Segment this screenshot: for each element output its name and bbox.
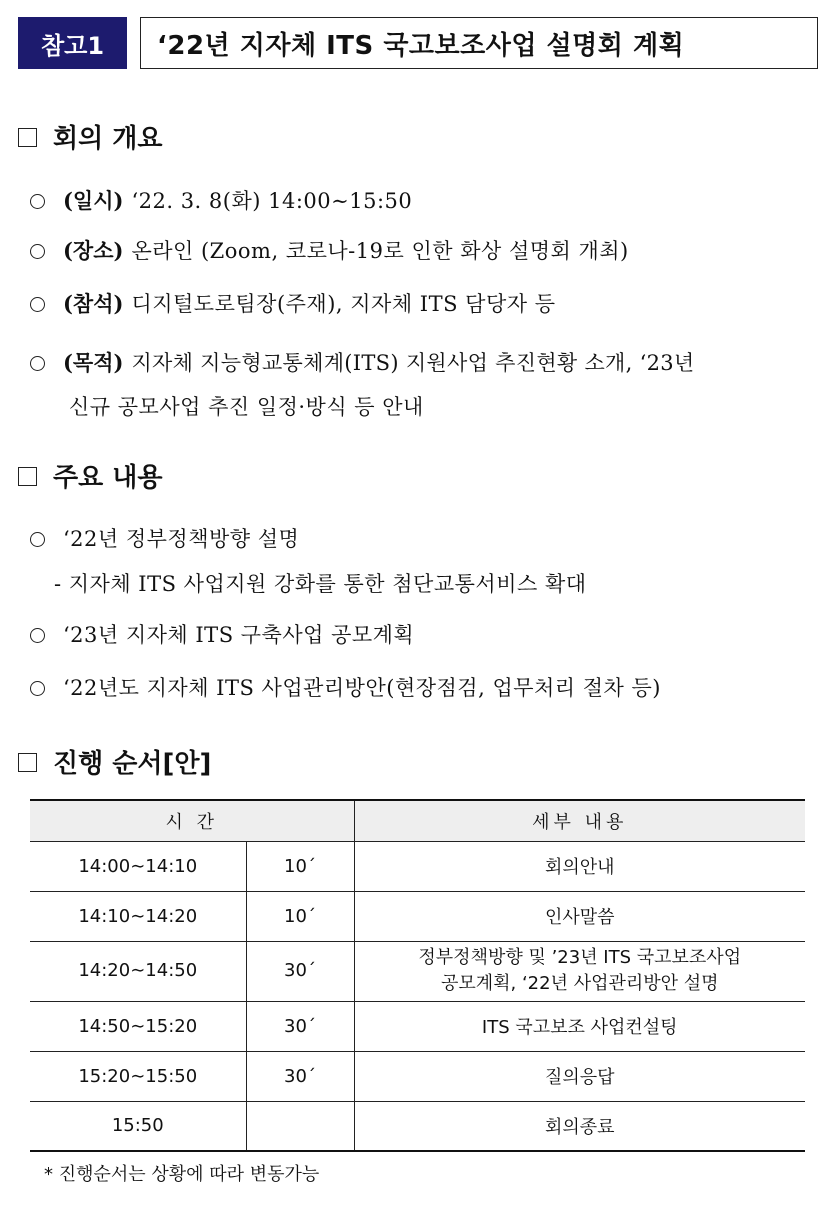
row-detail: 질의응답 bbox=[354, 1051, 805, 1101]
purpose-line2: 신규 공모사업 추진 일정·방식 등 안내 bbox=[69, 395, 424, 419]
row-duration bbox=[246, 1101, 354, 1151]
table-header-row bbox=[30, 800, 805, 841]
section-main-title: 주요 내용 bbox=[53, 463, 163, 493]
main-item-1-sub: - 지자체 ITS 사업지원 강화를 통한 첨단교통서비스 확대 bbox=[54, 572, 587, 596]
row-time: 14:50∼15:20 bbox=[30, 1001, 246, 1051]
row-duration: 10´ bbox=[246, 891, 354, 941]
table-row bbox=[30, 1001, 805, 1051]
table-row bbox=[30, 841, 805, 891]
header-time: 시 간 bbox=[30, 800, 354, 841]
schedule-table bbox=[30, 799, 805, 1152]
table-row bbox=[30, 941, 805, 1001]
circle-bullet-icon bbox=[30, 297, 45, 312]
circle-bullet-icon bbox=[30, 681, 45, 696]
row-duration: 10´ bbox=[246, 841, 354, 891]
circle-bullet-icon bbox=[30, 628, 45, 643]
section-overview-title: 회의 개요 bbox=[53, 124, 163, 154]
date-text: ‘22. 3. 8(화) 14:00∼15:50 bbox=[131, 189, 413, 213]
row-time: 14:00∼14:10 bbox=[30, 841, 246, 891]
overview-attend bbox=[30, 289, 818, 319]
row-detail-line1: 정부정책방향 및 ’23년 ITS 국고보조사업 bbox=[418, 947, 742, 968]
row-detail: 회의안내 bbox=[354, 841, 805, 891]
row-time: 14:20∼14:50 bbox=[30, 941, 246, 1001]
overview-purpose bbox=[30, 341, 818, 429]
document-header bbox=[18, 17, 818, 69]
section-order bbox=[18, 743, 211, 780]
row-detail: 인사말씀 bbox=[354, 891, 805, 941]
table-row bbox=[30, 1101, 805, 1151]
row-duration: 30´ bbox=[246, 941, 354, 1001]
header-detail: 세부 내용 bbox=[354, 800, 805, 841]
overview-place bbox=[30, 236, 818, 266]
purpose-line1: 지자체 지능형교통체계(ITS) 지원사업 추진현황 소개, ‘23년 bbox=[131, 351, 695, 375]
checkbox-square-icon bbox=[18, 128, 37, 147]
circle-bullet-icon bbox=[30, 194, 45, 209]
row-time: 15:50 bbox=[30, 1101, 246, 1151]
document-title: ‘22년 지자체 ITS 국고보조사업 설명회 계획 bbox=[140, 17, 818, 69]
date-key: (일시) bbox=[63, 188, 124, 213]
checkbox-square-icon bbox=[18, 753, 37, 772]
checkbox-square-icon bbox=[18, 467, 37, 486]
row-duration: 30´ bbox=[246, 1001, 354, 1051]
row-duration: 30´ bbox=[246, 1051, 354, 1101]
section-overview bbox=[18, 118, 163, 155]
attend-text: 디지털도로팀장(주재), 지자체 ITS 담당자 등 bbox=[131, 292, 556, 316]
row-detail: 회의종료 bbox=[354, 1101, 805, 1151]
circle-bullet-icon bbox=[30, 244, 45, 259]
row-detail: ITS 국고보조 사업컨설팅 bbox=[354, 1001, 805, 1051]
row-detail-multiline bbox=[354, 941, 805, 1001]
main-item-1 bbox=[30, 524, 818, 554]
place-key: (장소) bbox=[63, 238, 124, 263]
main-item-2-text: ‘23년 지자체 ITS 구축사업 공모계획 bbox=[63, 623, 415, 647]
footnote: * 진행순서는 상황에 따라 변동가능 bbox=[44, 1164, 320, 1185]
main-item-1-text: ‘22년 정부정책방향 설명 bbox=[63, 527, 300, 551]
section-main bbox=[18, 457, 163, 494]
circle-bullet-icon bbox=[30, 356, 45, 371]
overview-date bbox=[30, 186, 818, 216]
table-row bbox=[30, 1051, 805, 1101]
section-order-title: 진행 순서[안] bbox=[53, 749, 212, 779]
main-item-3-text: ‘22년도 지자체 ITS 사업관리방안(현장점검, 업무처리 절차 등) bbox=[63, 676, 661, 700]
attend-key: (참석) bbox=[63, 291, 124, 316]
main-item-3 bbox=[30, 673, 818, 703]
place-text: 온라인 (Zoom, 코로나-19로 인한 화상 설명회 개최) bbox=[131, 239, 629, 263]
purpose-key: (목적) bbox=[63, 350, 124, 375]
main-item-2 bbox=[30, 620, 818, 650]
table-row bbox=[30, 891, 805, 941]
row-detail-line2: 공모계획, ‘22년 사업관리방안 설명 bbox=[440, 973, 719, 994]
row-time: 15:20∼15:50 bbox=[30, 1051, 246, 1101]
reference-badge: 참고1 bbox=[18, 17, 127, 69]
circle-bullet-icon bbox=[30, 532, 45, 547]
row-time: 14:10∼14:20 bbox=[30, 891, 246, 941]
